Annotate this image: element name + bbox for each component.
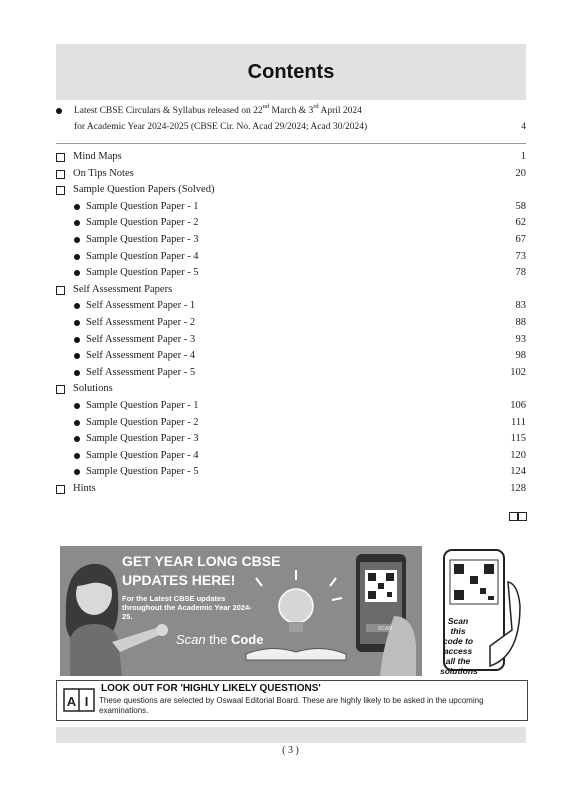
toc-item[interactable] [56, 448, 526, 465]
toc-item[interactable] [56, 348, 526, 365]
toc-page-number: 124 [510, 466, 526, 478]
bullet-icon [74, 204, 80, 210]
bullet-icon [74, 353, 80, 359]
svg-text:I: I [84, 694, 89, 709]
toc-page-number: 88 [515, 316, 526, 328]
toc-page-number: 67 [515, 233, 526, 245]
toc-label: Self Assessment Paper - 3 [86, 333, 196, 345]
checkbox-square-icon [56, 385, 65, 394]
toc-label: Sample Question Paper - 5 [86, 267, 199, 279]
toc-label: Sample Question Papers (Solved) [73, 184, 215, 196]
toc-page-number: 58 [515, 200, 526, 212]
toc-page-number: 128 [510, 482, 526, 494]
toc-page-number: 120 [510, 449, 526, 461]
toc-item[interactable] [56, 249, 526, 266]
bullet-icon [74, 337, 80, 343]
toc-item[interactable] [56, 315, 526, 332]
toc-label: Self Assessment Paper - 1 [86, 300, 196, 312]
ai-book-icon [63, 686, 95, 714]
bullet-icon [56, 108, 62, 114]
toc-label: Sample Question Paper - 1 [86, 200, 199, 212]
toc-label: Sample Question Paper - 3 [86, 433, 199, 445]
toc-page-number: 102 [510, 366, 526, 378]
contents-header [56, 44, 526, 100]
banner-subtext: For the Latest CBSE updates throughout the Academic Year 2024-25. [122, 594, 252, 621]
bullet-icon [74, 469, 80, 475]
phone-scan-button: SCAN [378, 626, 392, 632]
bullet-icon [74, 403, 80, 409]
toc-page-number: 62 [515, 217, 526, 229]
circular-line-2: for Academic Year 2024-2025 (CBSE Cir. No. Acad 29/2024; Acad 30/2024) [74, 122, 368, 132]
toc-label: Self Assessment Papers [73, 283, 173, 295]
checkbox-square-icon [56, 186, 65, 195]
toc-page-number: 106 [510, 399, 526, 411]
toc-item[interactable] [56, 365, 526, 382]
toc-list [56, 149, 526, 497]
toc-page-number: 115 [510, 433, 526, 445]
bullet-icon [74, 370, 80, 376]
circular-page-number: 4 [521, 122, 526, 132]
toc-page-number: 111 [511, 416, 526, 428]
footer-bar [56, 727, 526, 743]
toc-page-number: 73 [515, 250, 526, 262]
toc-label: Self Assessment Paper - 4 [86, 350, 196, 362]
cbse-updates-banner[interactable] [60, 546, 422, 676]
toc-label: Self Assessment Paper - 2 [86, 316, 196, 328]
toc-section[interactable] [56, 149, 526, 166]
banner-headline: GET YEAR LONG CBSE UPDATES HERE! [122, 553, 281, 588]
toc-section[interactable] [56, 282, 526, 299]
toc-section[interactable] [56, 182, 526, 199]
end-mark-icon [509, 512, 518, 521]
toc-label: Sample Question Paper - 2 [86, 416, 199, 428]
toc-label: Sample Question Paper - 4 [86, 250, 199, 262]
checkbox-square-icon [56, 153, 65, 162]
scan-panel-text: Scan this code to access all the solutions [440, 616, 478, 676]
toc-item[interactable] [56, 332, 526, 349]
solutions-qr-panel[interactable] [428, 546, 526, 676]
toc-item[interactable] [56, 215, 526, 232]
toc-label: Hints [73, 482, 96, 494]
toc-label: Sample Question Paper - 1 [86, 399, 199, 411]
page-title: Contents [247, 61, 335, 83]
scan-the-code: Scan the Code [176, 632, 264, 647]
note-title: LOOK OUT FOR 'HIGHLY LIKELY QUESTIONS' [101, 683, 321, 694]
checkbox-square-icon [56, 286, 65, 295]
toc-section[interactable] [56, 481, 526, 498]
highly-likely-note [56, 680, 528, 721]
toc-page-number: 20 [515, 167, 526, 179]
toc-label: On Tips Notes [73, 167, 134, 179]
toc-item[interactable] [56, 265, 526, 282]
toc-item[interactable] [56, 232, 526, 249]
bullet-icon [74, 220, 80, 226]
bullet-icon [74, 237, 80, 243]
toc-label: Mind Maps [73, 151, 122, 162]
toc-label: Sample Question Paper - 4 [86, 449, 199, 461]
checkbox-square-icon [56, 485, 65, 494]
bullet-icon [74, 320, 80, 326]
toc-page-number: 93 [515, 333, 526, 345]
toc-page-number: 98 [515, 350, 526, 362]
circular-line-1: Latest CBSE Circulars & Syllabus released on 22nd March & 3rd April 2024 [74, 103, 362, 116]
toc-item[interactable] [56, 199, 526, 216]
toc-label: Self Assessment Paper - 5 [86, 366, 196, 378]
toc-page-number: 83 [515, 300, 526, 312]
toc-page-number: 1 [520, 151, 526, 162]
bullet-icon [74, 254, 80, 260]
toc-item[interactable] [56, 415, 526, 432]
toc-page-number: 78 [515, 267, 526, 279]
page-number: ( 3 ) [282, 745, 299, 756]
divider [56, 143, 526, 144]
bullet-icon [74, 420, 80, 426]
toc-item[interactable] [56, 298, 526, 315]
checkbox-square-icon [56, 170, 65, 179]
svg-text:A: A [66, 694, 77, 709]
note-text: These questions are selected by Oswaal Editorial Board. These are highly likely to be asked in the upcoming examinations. [99, 696, 484, 715]
toc-label: Sample Question Paper - 5 [86, 466, 199, 478]
toc-item[interactable] [56, 464, 526, 481]
bullet-icon [74, 303, 80, 309]
toc-label: Sample Question Paper - 3 [86, 233, 199, 245]
bullet-icon [74, 453, 80, 459]
toc-label: Sample Question Paper - 2 [86, 217, 199, 229]
toc-section[interactable] [56, 166, 526, 183]
bullet-icon [74, 270, 80, 276]
toc-item[interactable] [56, 398, 526, 415]
toc-label: Solutions [73, 383, 113, 395]
bullet-icon [74, 436, 80, 442]
end-mark-icon [518, 512, 527, 521]
toc-section[interactable] [56, 381, 526, 398]
toc-item[interactable] [56, 431, 526, 448]
